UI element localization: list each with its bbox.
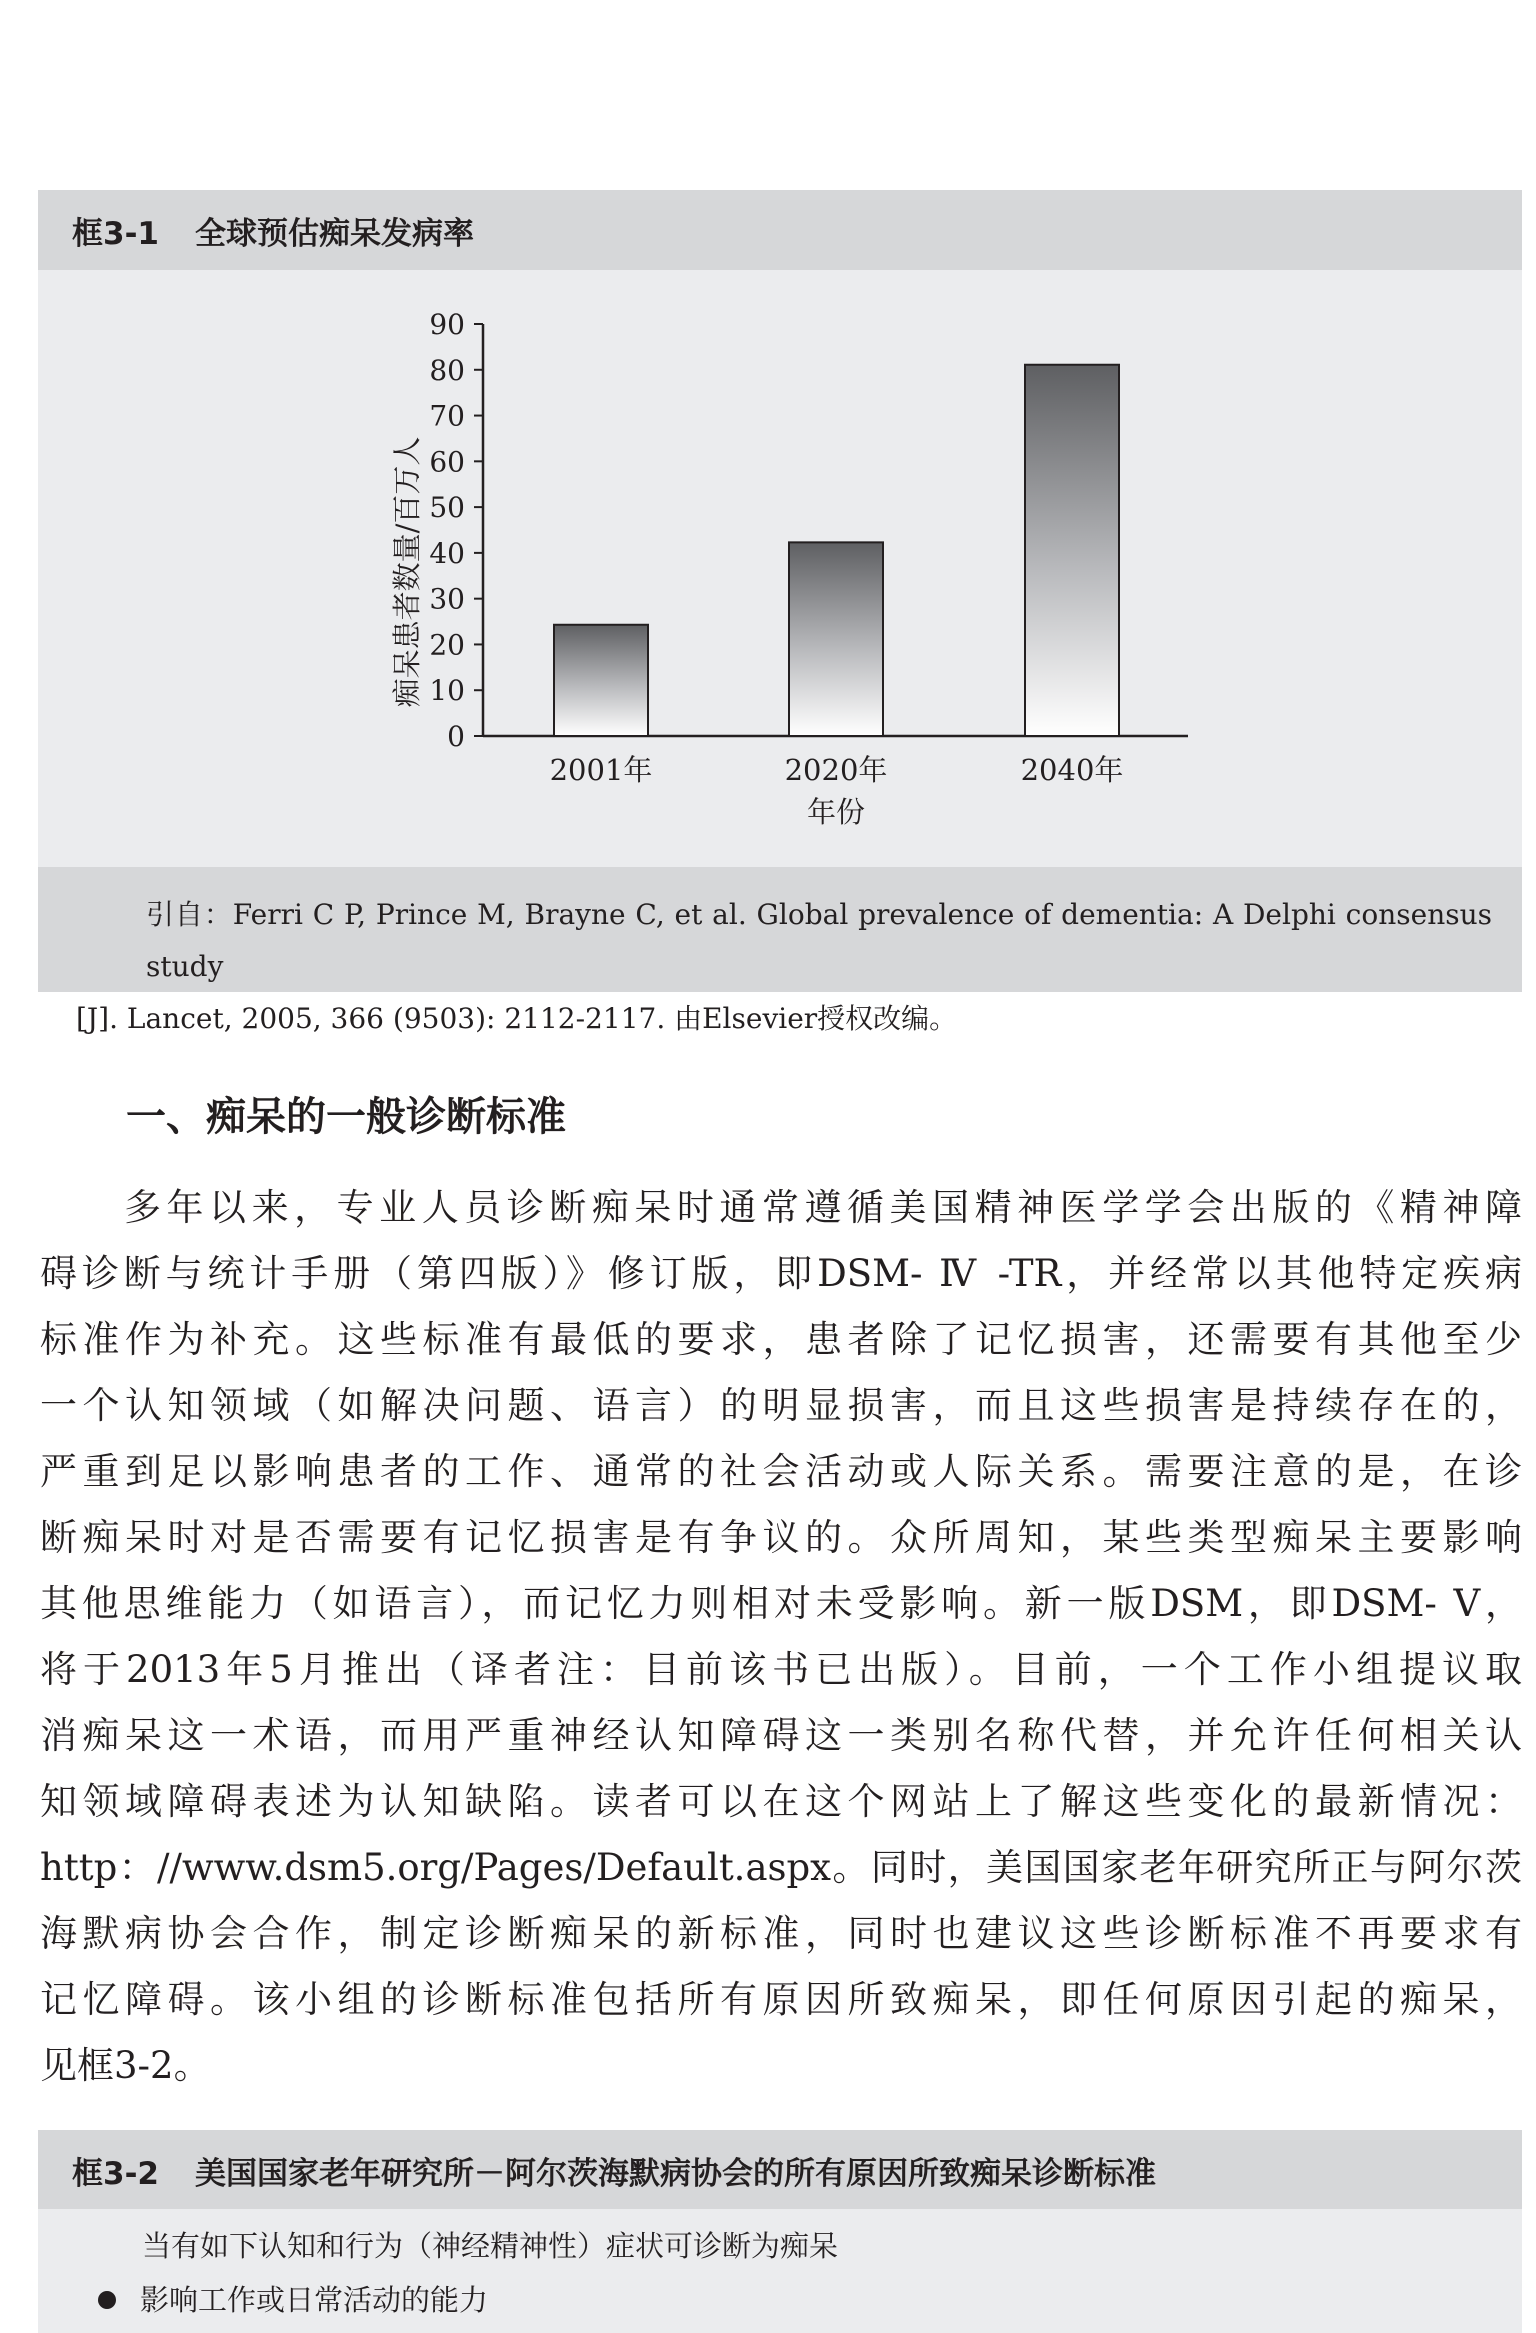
- y-tick-label: 90: [429, 308, 465, 341]
- y-axis-label: 痴呆患者数量/百万人: [390, 436, 424, 708]
- bullet-item: [98, 2273, 1522, 2327]
- x-axis-label: 年份: [806, 795, 866, 829]
- x-tick-labels: [550, 753, 1124, 787]
- body-line: 碍诊断与统计手册（第四版）》修订版，即DSM- Ⅳ -TR，并经常以其他特定疾病: [40, 1252, 1522, 1295]
- y-tick-label: 60: [429, 445, 465, 479]
- y-tick-label: 30: [429, 582, 465, 616]
- box-3-1-chart-area: [38, 270, 1522, 867]
- box-3-2-title: 美国国家老年研究所－阿尔茨海默病协会的所有原因所致痴呆诊断标准: [195, 2155, 1157, 2192]
- y-tick-label: 20: [429, 628, 465, 662]
- citation-line-2: [J]. Lancet, 2005, 366 (9503): 2112-2117. 由Elsevier授权改编。: [76, 1002, 958, 1035]
- box-3-1-number: 框3-1: [72, 215, 160, 252]
- body-line: http：//www.dsm5.org/Pages/Default.aspx。同时，美国国家老年研究所正与阿尔茨: [40, 1846, 1522, 1889]
- body-line: 标准作为补充。这些标准有最低的要求，患者除了记忆损害，还需要有其他至少: [40, 1318, 1522, 1361]
- y-ticks: [429, 308, 483, 753]
- x-tick-label: 2040年: [1020, 753, 1124, 787]
- body-line: 断痴呆时对是否需要有记忆损害是有争议的。众所周知，某些类型痴呆主要影响: [40, 1516, 1522, 1559]
- body-line: 知领域障碍表述为认知缺陷。读者可以在这个网站上了解这些变化的最新情况：: [40, 1780, 1522, 1823]
- box-3-2-intro: 当有如下认知和行为（神经精神性）症状可诊断为痴呆: [142, 2229, 839, 2263]
- body-line: 其他思维能力（如语言），而记忆力则相对未受影响。新一版DSM，即DSM- Ⅴ，: [40, 1582, 1522, 1625]
- body-line: 见框3-2。: [40, 2044, 211, 2087]
- y-tick-label: 80: [429, 353, 465, 387]
- bar: [1025, 365, 1119, 736]
- bar: [789, 542, 883, 736]
- body-line: 消痴呆这一术语，而用严重神经认知障碍这一类别名称代替，并允许任何相关认: [40, 1714, 1522, 1757]
- x-tick-label: 2020年: [784, 753, 888, 787]
- box-3-1-header: [38, 190, 1522, 270]
- box-3-2-header: [38, 2130, 1522, 2210]
- box-3-1-title: 全球预估痴呆发病率: [195, 215, 475, 252]
- y-tick-label: 70: [429, 399, 465, 433]
- bullet-text: 影响工作或日常活动的能力: [140, 2283, 489, 2317]
- y-tick-label: 40: [429, 536, 465, 570]
- body-line: 严重到足以影响患者的工作、通常的社会活动或人际关系。需要注意的是，在诊: [40, 1450, 1522, 1493]
- section-title: 一、痴呆的一般诊断标准: [126, 1094, 566, 1140]
- box-3-2-number: 框3-2: [72, 2155, 160, 2192]
- citation-line-1: 引自：Ferri C P, Prince M, Brayne C, et al. Global prevalence of dementia: A Delphi consensus study: [146, 898, 1492, 983]
- y-tick-label: 0: [447, 720, 465, 753]
- bar: [554, 625, 648, 736]
- prevalence-bar-chart: [38, 270, 1522, 867]
- box-3-2-body: [38, 2209, 1522, 2333]
- y-tick-label: 10: [429, 674, 465, 708]
- body-line: 多年以来，专业人员诊断痴呆时通常遵循美国精神医学学会出版的《精神障: [124, 1186, 1522, 1229]
- y-tick-label: 50: [429, 491, 465, 525]
- body-paragraph: [40, 1175, 1522, 2099]
- bullet-icon: [98, 2291, 116, 2309]
- x-tick-label: 2001年: [549, 753, 653, 787]
- box-3-1-citation: [38, 867, 1522, 1035]
- body-line: 记忆障碍。该小组的诊断标准包括所有原因所致痴呆，即任何原因引起的痴呆，: [40, 1978, 1522, 2021]
- body-line: 一个认知领域（如解决问题、语言）的明显损害，而且这些损害是持续存在的，: [40, 1384, 1522, 1427]
- body-line: 将于2013年5月推出（译者注：目前该书已出版）。目前，一个工作小组提议取: [40, 1648, 1522, 1691]
- body-line: 海默病协会合作，制定诊断痴呆的新标准，同时也建议这些诊断标准不再要求有: [40, 1912, 1522, 1955]
- bars: [554, 365, 1119, 736]
